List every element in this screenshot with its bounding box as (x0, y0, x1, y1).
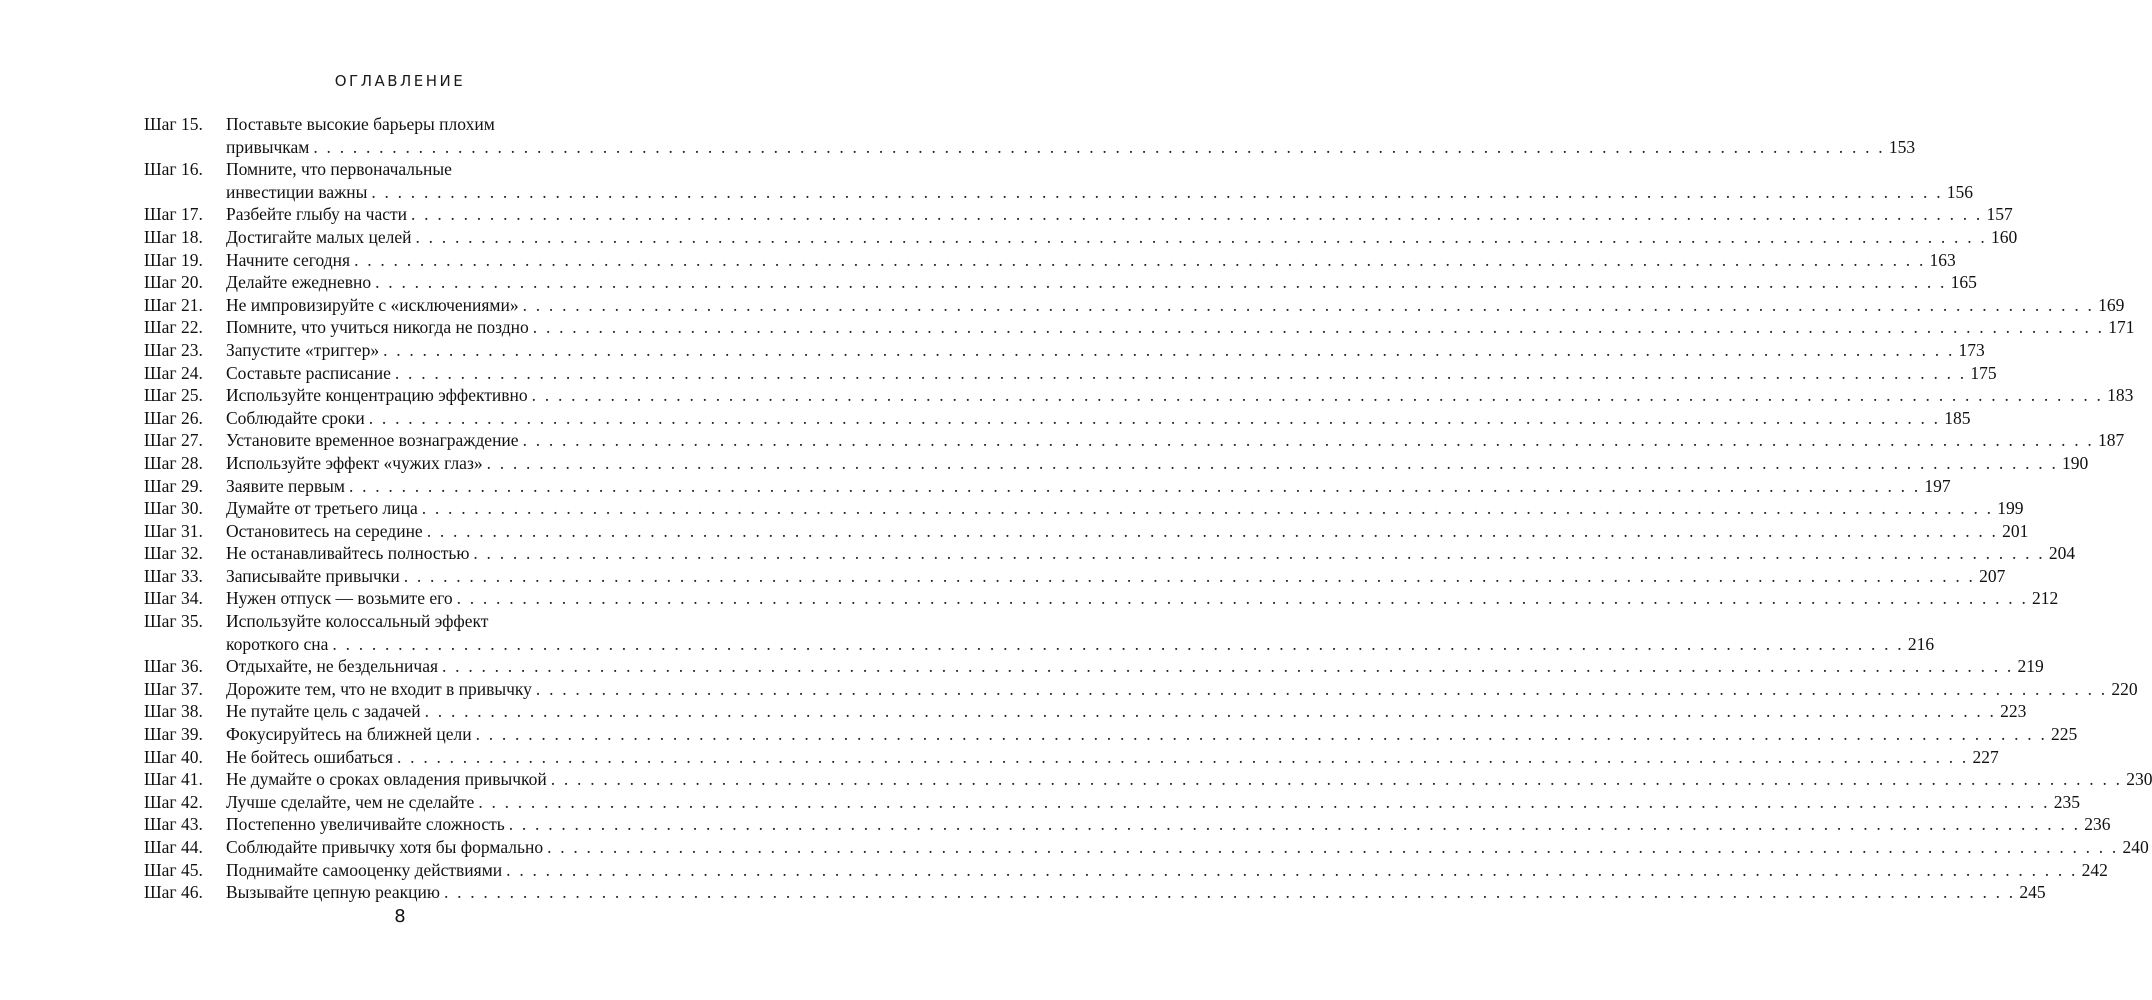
toc-dot-leader: . . . . . . . . . . . . . . . . . . . . . . . . . . . . . . . . . . . . . . . . . . . . . . . . . . . . . . . . . . . . . . . . . . . . . . . . . . . . . . . . . . . . . . . . . . . . . . . . . . . . . . . . . . . . . . . . . . . . . . . . (522, 430, 2095, 451)
toc-page-number: 245 (2019, 882, 2046, 903)
toc-title-text: Постепенно увеличивайте сложность (226, 814, 505, 835)
toc-title-line (226, 768, 2152, 791)
toc-title-text: Используйте концентрацию эффективно (226, 385, 528, 406)
toc-dot-leader: . . . . . . . . . . . . . . . . . . . . . . . . . . . . . . . . . . . . . . . . . . . . . . . . . . . . . . . . . . . . . . . . . . . . . . . . . . . . . . . . . . . . . . . . . . . . . . . . . . . . . . . . . . . . . . . . . . . . . . . . (550, 769, 2123, 790)
toc-title-line (226, 339, 1985, 362)
toc-entry-body (226, 475, 1951, 498)
toc-title-line (226, 700, 2027, 723)
toc-title-line (226, 723, 2078, 746)
toc-title-text: Поставьте высокие барьеры плохим (226, 114, 495, 134)
toc-title-text: Помните, что первоначальные (226, 159, 452, 180)
toc-page-number: 165 (1950, 272, 1977, 293)
toc-title-line (226, 813, 2111, 836)
toc-page-number: 157 (1986, 204, 2013, 225)
toc-page-number: 185 (1944, 407, 1971, 428)
toc-dot-leader: . . . . . . . . . . . . . . . . . . . . . . . . . . . . . . . . . . . . . . . . . . . . . . . . . . . . . . . . . . . . . . . . . . . . . . . . . . . . . . . . . . . . . . . . . . . . . . . . . . . . . . . . . . . . . . . . . . . . . . . . (415, 226, 1987, 247)
toc-page-number: 163 (1929, 249, 1956, 270)
toc-dot-leader: . . . . . . . . . . . . . . . . . . . . . . . . . . . . . . . . . . . . . . . . . . . . . . . . . . . . . . . . . . . . . . . . . . . . . . . . . . . . . . . . . . . . . . . . . . . . . . . . . . . . . . . . . . . . . . . . . . . . . . . . (421, 498, 1994, 519)
toc-title-line (226, 203, 2013, 226)
toc-title-text: привычкам (226, 136, 310, 157)
toc-page-number: 235 (2053, 791, 2081, 812)
toc-entry (144, 294, 2125, 317)
toc-dot-leader: . . . . . . . . . . . . . . . . . . . . . . . . . . . . . . . . . . . . . . . . . . . . . . . . . . . . . . . . . . . . . . . . . . . . . . . . . . . . . . . . . . . . . . . . . . . . . . . . . . . . . . . . . . . . . . . . . . . . . . . . (348, 475, 1921, 496)
page-number: 8 (394, 906, 406, 927)
toc-entry-body (226, 610, 1935, 655)
toc-entry-body (226, 791, 2081, 814)
toc-dot-leader: . . . . . . . . . . . . . . . . . . . . . . . . . . . . . . . . . . . . . . . . . . . . . . . . . . . . . . . . . . . . . . . . . . . . . . . . . . . . . . . . . . . . . . . . . . . . . . . . . . . . . . . . . . . . . . . . . . . . . . . . (313, 136, 1885, 157)
toc-page-number: 220 (2111, 678, 2138, 699)
toc-page-number: 183 (2107, 385, 2134, 406)
toc-title-line (226, 452, 2089, 475)
toc-entry-body (226, 294, 2125, 317)
toc-dot-leader: . . . . . . . . . . . . . . . . . . . . . . . . . . . . . . . . . . . . . . . . . . . . . . . . . . . . . . . . . . . . . . . . . . . . . . . . . . . . . . . . . . . . . . . . . . . . . . . . . . . . . . . . . . . . . . . . . . . . . . . . (473, 543, 2045, 564)
toc-entry-body (226, 113, 1916, 158)
toc-step-number: Шаг 18. (144, 226, 203, 247)
toc-page-number: 240 (2122, 837, 2149, 857)
toc-title-line (226, 181, 1974, 204)
toc-entry-body (226, 339, 1985, 362)
toc-entry (144, 678, 2138, 701)
toc-page-number: 236 (2084, 814, 2111, 835)
toc-entry (144, 316, 2135, 339)
toc-title-text: Используйте колоссальный эффект (226, 611, 489, 632)
toc-dot-leader: . . . . . . . . . . . . . . . . . . . . . . . . . . . . . . . . . . . . . . . . . . . . . . . . . . . . . . . . . . . . . . . . . . . . . . . . . . . . . . . . . . . . . . . . . . . . . . . . . . . . . . . . . . . . . . . . . . . . . . . . (426, 520, 1999, 541)
toc-step-number: Шаг 36. (144, 656, 203, 677)
toc-entry-body (226, 655, 2044, 678)
toc-entry-body (226, 452, 2089, 475)
toc-entry-body (226, 768, 2152, 791)
toc-entry-body (226, 859, 2108, 882)
toc-page-number: 227 (1972, 746, 1999, 767)
toc-step-number: Шаг 34. (144, 588, 203, 609)
toc-title-text: короткого сна (226, 633, 329, 654)
toc-title-text: Начните сегодня (226, 249, 351, 270)
toc-entry (144, 836, 2149, 859)
toc-page-number: 190 (2062, 452, 2089, 473)
toc-page-number: 187 (2098, 430, 2125, 451)
toc-step-number: Шаг 45. (144, 859, 203, 880)
toc-entry (144, 587, 2059, 610)
toc-entry-body (226, 362, 1997, 385)
toc-page-number: 169 (2098, 294, 2125, 315)
toc-page-number: 171 (2108, 317, 2135, 338)
toc-dot-leader: . . . . . . . . . . . . . . . . . . . . . . . . . . . . . . . . . . . . . . . . . . . . . . . . . . . . . . . . . . . . . . . . . . . . . . . . . . . . . . . . . . . . . . . . . . . . . . . . . . . . . . . . . . . . . . . . . . . . . . . . (442, 656, 2014, 677)
toc-dot-leader: . . . . . . . . . . . . . . . . . . . . . . . . . . . . . . . . . . . . . . . . . . . . . . . . . . . . . . . . . . . . . . . . . . . . . . . . . . . . . . . . . . . . . . . . . . . . . . . . . . . . . . . . . . . . . . . . . . . . . . . . (535, 678, 2108, 699)
toc-title-text: Не бойтесь ошибаться (226, 746, 394, 767)
toc-entry-body (226, 271, 1977, 294)
toc-entry (144, 700, 2027, 723)
toc-entry (144, 158, 1974, 203)
toc-step-number: Шаг 44. (144, 837, 203, 857)
toc-title-text: Не думайте о сроках овладения привычкой (226, 769, 547, 790)
table-of-contents (144, 113, 2152, 904)
toc-entry-body (226, 565, 2006, 588)
toc-entry (144, 203, 2013, 226)
toc-title-line (226, 881, 2046, 904)
toc-title-text: инвестиции важны (226, 181, 368, 202)
toc-title-line (226, 271, 1977, 294)
toc-dot-leader: . . . . . . . . . . . . . . . . . . . . . . . . . . . . . . . . . . . . . . . . . . . . . . . . . . . . . . . . . . . . . . . . . . . . . . . . . . . . . . . . . . . . . . . . . . . . . . . . . . . . . . . . . . . . . . . . . . . . . . . . (532, 317, 2105, 338)
toc-dot-leader: . . . . . . . . . . . . . . . . . . . . . . . . . . . . . . . . . . . . . . . . . . . . . . . . . . . . . . . . . . . . . . . . . . . . . . . . . . . . . . . . . . . . . . . . . . . . . . . . . . . . . . . . . . . . . . . . . . . . . . . . (354, 249, 1926, 270)
toc-title-text: Остановитесь на середине (226, 520, 423, 541)
toc-dot-leader: . . . . . . . . . . . . . . . . . . . . . . . . . . . . . . . . . . . . . . . . . . . . . . . . . . . . . . . . . . . . . . . . . . . . . . . . . . . . . . . . . . . . . . . . . . . . . . . . . . . . . . . . . . . . . . . . . . . . . . . . (443, 882, 2016, 903)
toc-entry (144, 881, 2046, 904)
toc-step-number: Шаг 42. (144, 791, 203, 812)
toc-entry (144, 452, 2089, 475)
toc-entry-body (226, 429, 2125, 452)
toc-title-line (226, 384, 2134, 407)
toc-entry (144, 746, 1999, 769)
toc-entry-body (226, 407, 1971, 430)
toc-entry (144, 791, 2081, 814)
toc-dot-leader: . . . . . . . . . . . . . . . . . . . . . . . . . . . . . . . . . . . . . . . . . . . . . . . . . . . . . . . . . . . . . . . . . . . . . . . . . . . . . . . . . . . . . . . . . . . . . . . . . . . . . . . . . . . . . . . . . . . . . . . . (522, 294, 2095, 315)
toc-entry (144, 610, 1935, 655)
toc-step-number: Шаг 40. (144, 746, 203, 767)
toc-title-line (226, 791, 2081, 814)
toc-title-line (226, 249, 1956, 272)
toc-page-number: 156 (1946, 181, 1974, 202)
toc-title-text: Помните, что учиться никогда не поздно (226, 317, 529, 338)
toc-entry (144, 813, 2111, 836)
toc-title-text: Составьте расписание (226, 362, 391, 383)
toc-title-line (226, 475, 1951, 498)
toc-dot-leader: . . . . . . . . . . . . . . . . . . . . . . . . . . . . . . . . . . . . . . . . . . . . . . . . . . . . . . . . . . . . . . . . . . . . . . . . . . . . . . . . . . . . . . . . . . . . . . . . . . . . . . . . . . . . . . . . . . . . . . . . (411, 204, 1983, 225)
toc-step-number: Шаг 30. (144, 498, 203, 519)
toc-step-number: Шаг 32. (144, 543, 203, 564)
toc-step-number: Шаг 35. (144, 611, 203, 632)
toc-page-number: 201 (2002, 520, 2029, 541)
toc-entry (144, 565, 2006, 588)
toc-step-number: Шаг 17. (144, 204, 203, 225)
toc-title-line (226, 587, 2059, 610)
toc-title-line (226, 362, 1997, 385)
toc-dot-leader: . . . . . . . . . . . . . . . . . . . . . . . . . . . . . . . . . . . . . . . . . . . . . . . . . . . . . . . . . . . . . . . . . . . . . . . . . . . . . . . . . . . . . . . . . . . . . . . . . . . . . . . . . . . . . . . . . . . . . . . . (547, 837, 2119, 857)
toc-step-number: Шаг 24. (144, 362, 203, 383)
toc-entry (144, 226, 2018, 249)
toc-title-text: Вызывайте цепную реакцию (226, 882, 440, 903)
toc-title-text: Соблюдайте привычку хотя бы формально (226, 837, 544, 857)
toc-title-text: Не импровизируйте с «исключениями» (226, 294, 519, 315)
toc-page-number: 153 (1888, 136, 1916, 157)
toc-step-number: Шаг 22. (144, 317, 203, 338)
toc-entry-body (226, 520, 2029, 543)
toc-step-number: Шаг 31. (144, 520, 203, 541)
toc-title-text: Установите временное вознаграждение (226, 430, 519, 451)
toc-page-number: 216 (1907, 633, 1935, 654)
toc-title-text: Лучше сделайте, чем не сделайте (226, 791, 475, 812)
toc-title-line (226, 226, 2018, 249)
toc-title-line (226, 746, 1999, 769)
toc-page-number: 230 (2126, 769, 2152, 790)
toc-step-number: Шаг 19. (144, 249, 203, 270)
toc-entry (144, 384, 2134, 407)
toc-step-number: Шаг 20. (144, 272, 203, 293)
toc-page-number: 212 (2032, 588, 2059, 609)
toc-entry (144, 362, 1997, 385)
toc-step-number: Шаг 38. (144, 701, 203, 722)
toc-entry (144, 497, 2024, 520)
toc-step-number: Шаг 23. (144, 339, 203, 360)
toc-entry-body (226, 203, 2013, 226)
toc-page-number: 204 (2048, 543, 2076, 564)
toc-title-line (226, 316, 2135, 339)
toc-step-number: Шаг 26. (144, 407, 203, 428)
toc-step-number: Шаг 41. (144, 769, 203, 790)
page-header: ОГЛАВЛЕНИЕ (334, 72, 466, 90)
toc-title-text: Фокусируйтесь на ближней цели (226, 724, 472, 745)
toc-entry (144, 859, 2108, 882)
toc-step-number: Шаг 43. (144, 814, 203, 835)
toc-entry-body (226, 497, 2024, 520)
toc-step-number: Шаг 46. (144, 882, 203, 903)
toc-title-text: Разбейте глыбу на части (226, 204, 408, 225)
toc-title-text: Записывайте привычки (226, 565, 400, 586)
toc-title-line (226, 429, 2125, 452)
toc-entry-body (226, 542, 2076, 565)
toc-page-number: 175 (1970, 362, 1997, 383)
toc-entry (144, 339, 1985, 362)
toc-title-text: Отдыхайте, не бездельничая (226, 656, 439, 677)
toc-step-number: Шаг 25. (144, 385, 203, 406)
toc-title-line (226, 836, 2149, 859)
toc-step-number: Шаг 28. (144, 452, 203, 473)
toc-step-number: Шаг 16. (144, 159, 203, 180)
toc-title-text: Не путайте цель с задачей (226, 701, 421, 722)
toc-title-text: Достигайте малых целей (226, 226, 412, 247)
toc-entry (144, 113, 1916, 158)
toc-page-number: 223 (2000, 701, 2027, 722)
toc-step-number: Шаг 15. (144, 114, 203, 134)
toc-entry (144, 271, 1977, 294)
toc-step-number: Шаг 29. (144, 475, 203, 496)
toc-entry-body (226, 384, 2134, 407)
toc-title-text: Используйте эффект «чужих глаз» (226, 452, 483, 473)
toc-title-line (226, 610, 702, 633)
toc-title-text: Поднимайте самооценку действиями (226, 859, 503, 880)
toc-dot-leader: . . . . . . . . . . . . . . . . . . . . . . . . . . . . . . . . . . . . . . . . . . . . . . . . . . . . . . . . . . . . . . . . . . . . . . . . . . . . . . . . . . . . . . . . . . . . . . . . . . . . . . . . . . . . . . . . . . . . . . . . (456, 588, 2029, 609)
toc-entry-body (226, 316, 2135, 339)
toc-entry-body (226, 723, 2078, 746)
toc-title-text: Нужен отпуск — возьмите его (226, 588, 453, 609)
toc-dot-leader: . . . . . . . . . . . . . . . . . . . . . . . . . . . . . . . . . . . . . . . . . . . . . . . . . . . . . . . . . . . . . . . . . . . . . . . . . . . . . . . . . . . . . . . . . . . . . . . . . . . . . . . . . . . . . . . . . . . . . . . . (508, 814, 2081, 835)
toc-title-text: Думайте от третьего лица (226, 498, 418, 519)
toc-title-text: Запустите «триггер» (226, 339, 380, 360)
toc-title-line (226, 136, 1916, 159)
toc-title-line (226, 542, 2076, 565)
toc-title-line (226, 294, 2125, 317)
toc-entry-body (226, 881, 2046, 904)
toc-entry-body (226, 836, 2149, 859)
toc-title-line (226, 565, 2006, 588)
toc-entry-body (226, 226, 2018, 249)
toc-dot-leader: . . . . . . . . . . . . . . . . . . . . . . . . . . . . . . . . . . . . . . . . . . . . . . . . . . . . . . . . . . . . . . . . . . . . . . . . . . . . . . . . . . . . . . . . . . . . . . . . . . . . . . . . . . . . . . . . . . . . . . . . (368, 407, 1941, 428)
toc-page-number: 219 (2017, 656, 2044, 677)
toc-title-line (226, 678, 2138, 701)
toc-page-number: 242 (2081, 859, 2108, 880)
toc-dot-leader: . . . . . . . . . . . . . . . . . . . . . . . . . . . . . . . . . . . . . . . . . . . . . . . . . . . . . . . . . . . . . . . . . . . . . . . . . . . . . . . . . . . . . . . . . . . . . . . . . . . . . . . . . . . . . . . . . . . . . . . . (478, 791, 2050, 812)
toc-dot-leader: . . . . . . . . . . . . . . . . . . . . . . . . . . . . . . . . . . . . . . . . . . . . . . . . . . . . . . . . . . . . . . . . . . . . . . . . . . . . . . . . . . . . . . . . . . . . . . . . . . . . . . . . . . . . . . . . . . . . . . . . (424, 701, 1997, 722)
toc-page-number: 207 (1979, 565, 2006, 586)
toc-title-text: Дорожите тем, что не входит в привычку (226, 678, 532, 699)
toc-page-number: 160 (1990, 226, 2018, 247)
toc-title-line (226, 633, 1935, 656)
toc-title-line (226, 497, 2024, 520)
toc-page-number: 199 (1997, 498, 2024, 519)
toc-title-line (226, 655, 2044, 678)
toc-step-number: Шаг 37. (144, 678, 203, 699)
toc-title-text: Заявите первым (226, 475, 345, 496)
toc-step-number: Шаг 39. (144, 724, 203, 745)
toc-title-line (226, 113, 702, 136)
toc-dot-leader: . . . . . . . . . . . . . . . . . . . . . . . . . . . . . . . . . . . . . . . . . . . . . . . . . . . . . . . . . . . . . . . . . . . . . . . . . . . . . . . . . . . . . . . . . . . . . . . . . . . . . . . . . . . . . . . . . . . . . . . . (394, 362, 1967, 383)
toc-entry-body (226, 678, 2138, 701)
toc-entry-body (226, 700, 2027, 723)
toc-entry (144, 475, 1951, 498)
toc-dot-leader: . . . . . . . . . . . . . . . . . . . . . . . . . . . . . . . . . . . . . . . . . . . . . . . . . . . . . . . . . . . . . . . . . . . . . . . . . . . . . . . . . . . . . . . . . . . . . . . . . . . . . . . . . . . . . . . . . . . . . . . . (332, 633, 1904, 654)
toc-step-number: Шаг 27. (144, 430, 203, 451)
toc-entry (144, 723, 2078, 746)
toc-entry (144, 407, 1971, 430)
toc-page-number: 197 (1924, 475, 1951, 496)
toc-title-text: Не останавливайтесь полностью (226, 543, 470, 564)
toc-dot-leader: . . . . . . . . . . . . . . . . . . . . . . . . . . . . . . . . . . . . . . . . . . . . . . . . . . . . . . . . . . . . . . . . . . . . . . . . . . . . . . . . . . . . . . . . . . . . . . . . . . . . . . . . . . . . . . . . . . . . . . . . (531, 385, 2104, 406)
toc-title-line (226, 407, 1971, 430)
toc-entry (144, 542, 2076, 565)
toc-title-line (226, 520, 2029, 543)
toc-dot-leader: . . . . . . . . . . . . . . . . . . . . . . . . . . . . . . . . . . . . . . . . . . . . . . . . . . . . . . . . . . . . . . . . . . . . . . . . . . . . . . . . . . . . . . . . . . . . . . . . . . . . . . . . . . . . . . . . . . . . . . . . (403, 565, 1976, 586)
toc-dot-leader: . . . . . . . . . . . . . . . . . . . . . . . . . . . . . . . . . . . . . . . . . . . . . . . . . . . . . . . . . . . . . . . . . . . . . . . . . . . . . . . . . . . . . . . . . . . . . . . . . . . . . . . . . . . . . . . . . . . . . . . . (506, 859, 2078, 880)
toc-page-number: 173 (1958, 339, 1985, 360)
toc-entry (144, 249, 1956, 272)
toc-entry-body (226, 813, 2111, 836)
toc-entry-body (226, 249, 1956, 272)
toc-entry-body (226, 158, 1974, 203)
toc-dot-leader: . . . . . . . . . . . . . . . . . . . . . . . . . . . . . . . . . . . . . . . . . . . . . . . . . . . . . . . . . . . . . . . . . . . . . . . . . . . . . . . . . . . . . . . . . . . . . . . . . . . . . . . . . . . . . . . . . . . . . . . . (371, 181, 1943, 202)
toc-title-line (226, 859, 2108, 882)
toc-title-line (226, 158, 702, 181)
toc-title-text: Соблюдайте сроки (226, 407, 365, 428)
toc-step-number: Шаг 33. (144, 565, 203, 586)
toc-page-number: 225 (2051, 724, 2078, 745)
toc-step-number: Шаг 21. (144, 294, 203, 315)
toc-entry (144, 520, 2029, 543)
toc-dot-leader: . . . . . . . . . . . . . . . . . . . . . . . . . . . . . . . . . . . . . . . . . . . . . . . . . . . . . . . . . . . . . . . . . . . . . . . . . . . . . . . . . . . . . . . . . . . . . . . . . . . . . . . . . . . . . . . . . . . . . . . . (475, 724, 2048, 745)
toc-dot-leader: . . . . . . . . . . . . . . . . . . . . . . . . . . . . . . . . . . . . . . . . . . . . . . . . . . . . . . . . . . . . . . . . . . . . . . . . . . . . . . . . . . . . . . . . . . . . . . . . . . . . . . . . . . . . . . . . . . . . . . . . (486, 452, 2059, 473)
toc-entry (144, 768, 2152, 791)
toc-dot-leader: . . . . . . . . . . . . . . . . . . . . . . . . . . . . . . . . . . . . . . . . . . . . . . . . . . . . . . . . . . . . . . . . . . . . . . . . . . . . . . . . . . . . . . . . . . . . . . . . . . . . . . . . . . . . . . . . . . . . . . . . (375, 272, 1947, 293)
toc-dot-leader: . . . . . . . . . . . . . . . . . . . . . . . . . . . . . . . . . . . . . . . . . . . . . . . . . . . . . . . . . . . . . . . . . . . . . . . . . . . . . . . . . . . . . . . . . . . . . . . . . . . . . . . . . . . . . . . . . . . . . . . . (383, 339, 1955, 360)
toc-entry (144, 655, 2044, 678)
toc-dot-leader: . . . . . . . . . . . . . . . . . . . . . . . . . . . . . . . . . . . . . . . . . . . . . . . . . . . . . . . . . . . . . . . . . . . . . . . . . . . . . . . . . . . . . . . . . . . . . . . . . . . . . . . . . . . . . . . . . . . . . . . . (397, 746, 1969, 767)
toc-entry-body (226, 746, 1999, 769)
toc-entry (144, 429, 2125, 452)
toc-entry-body (226, 587, 2059, 610)
toc-title-text: Делайте ежедневно (226, 272, 372, 293)
